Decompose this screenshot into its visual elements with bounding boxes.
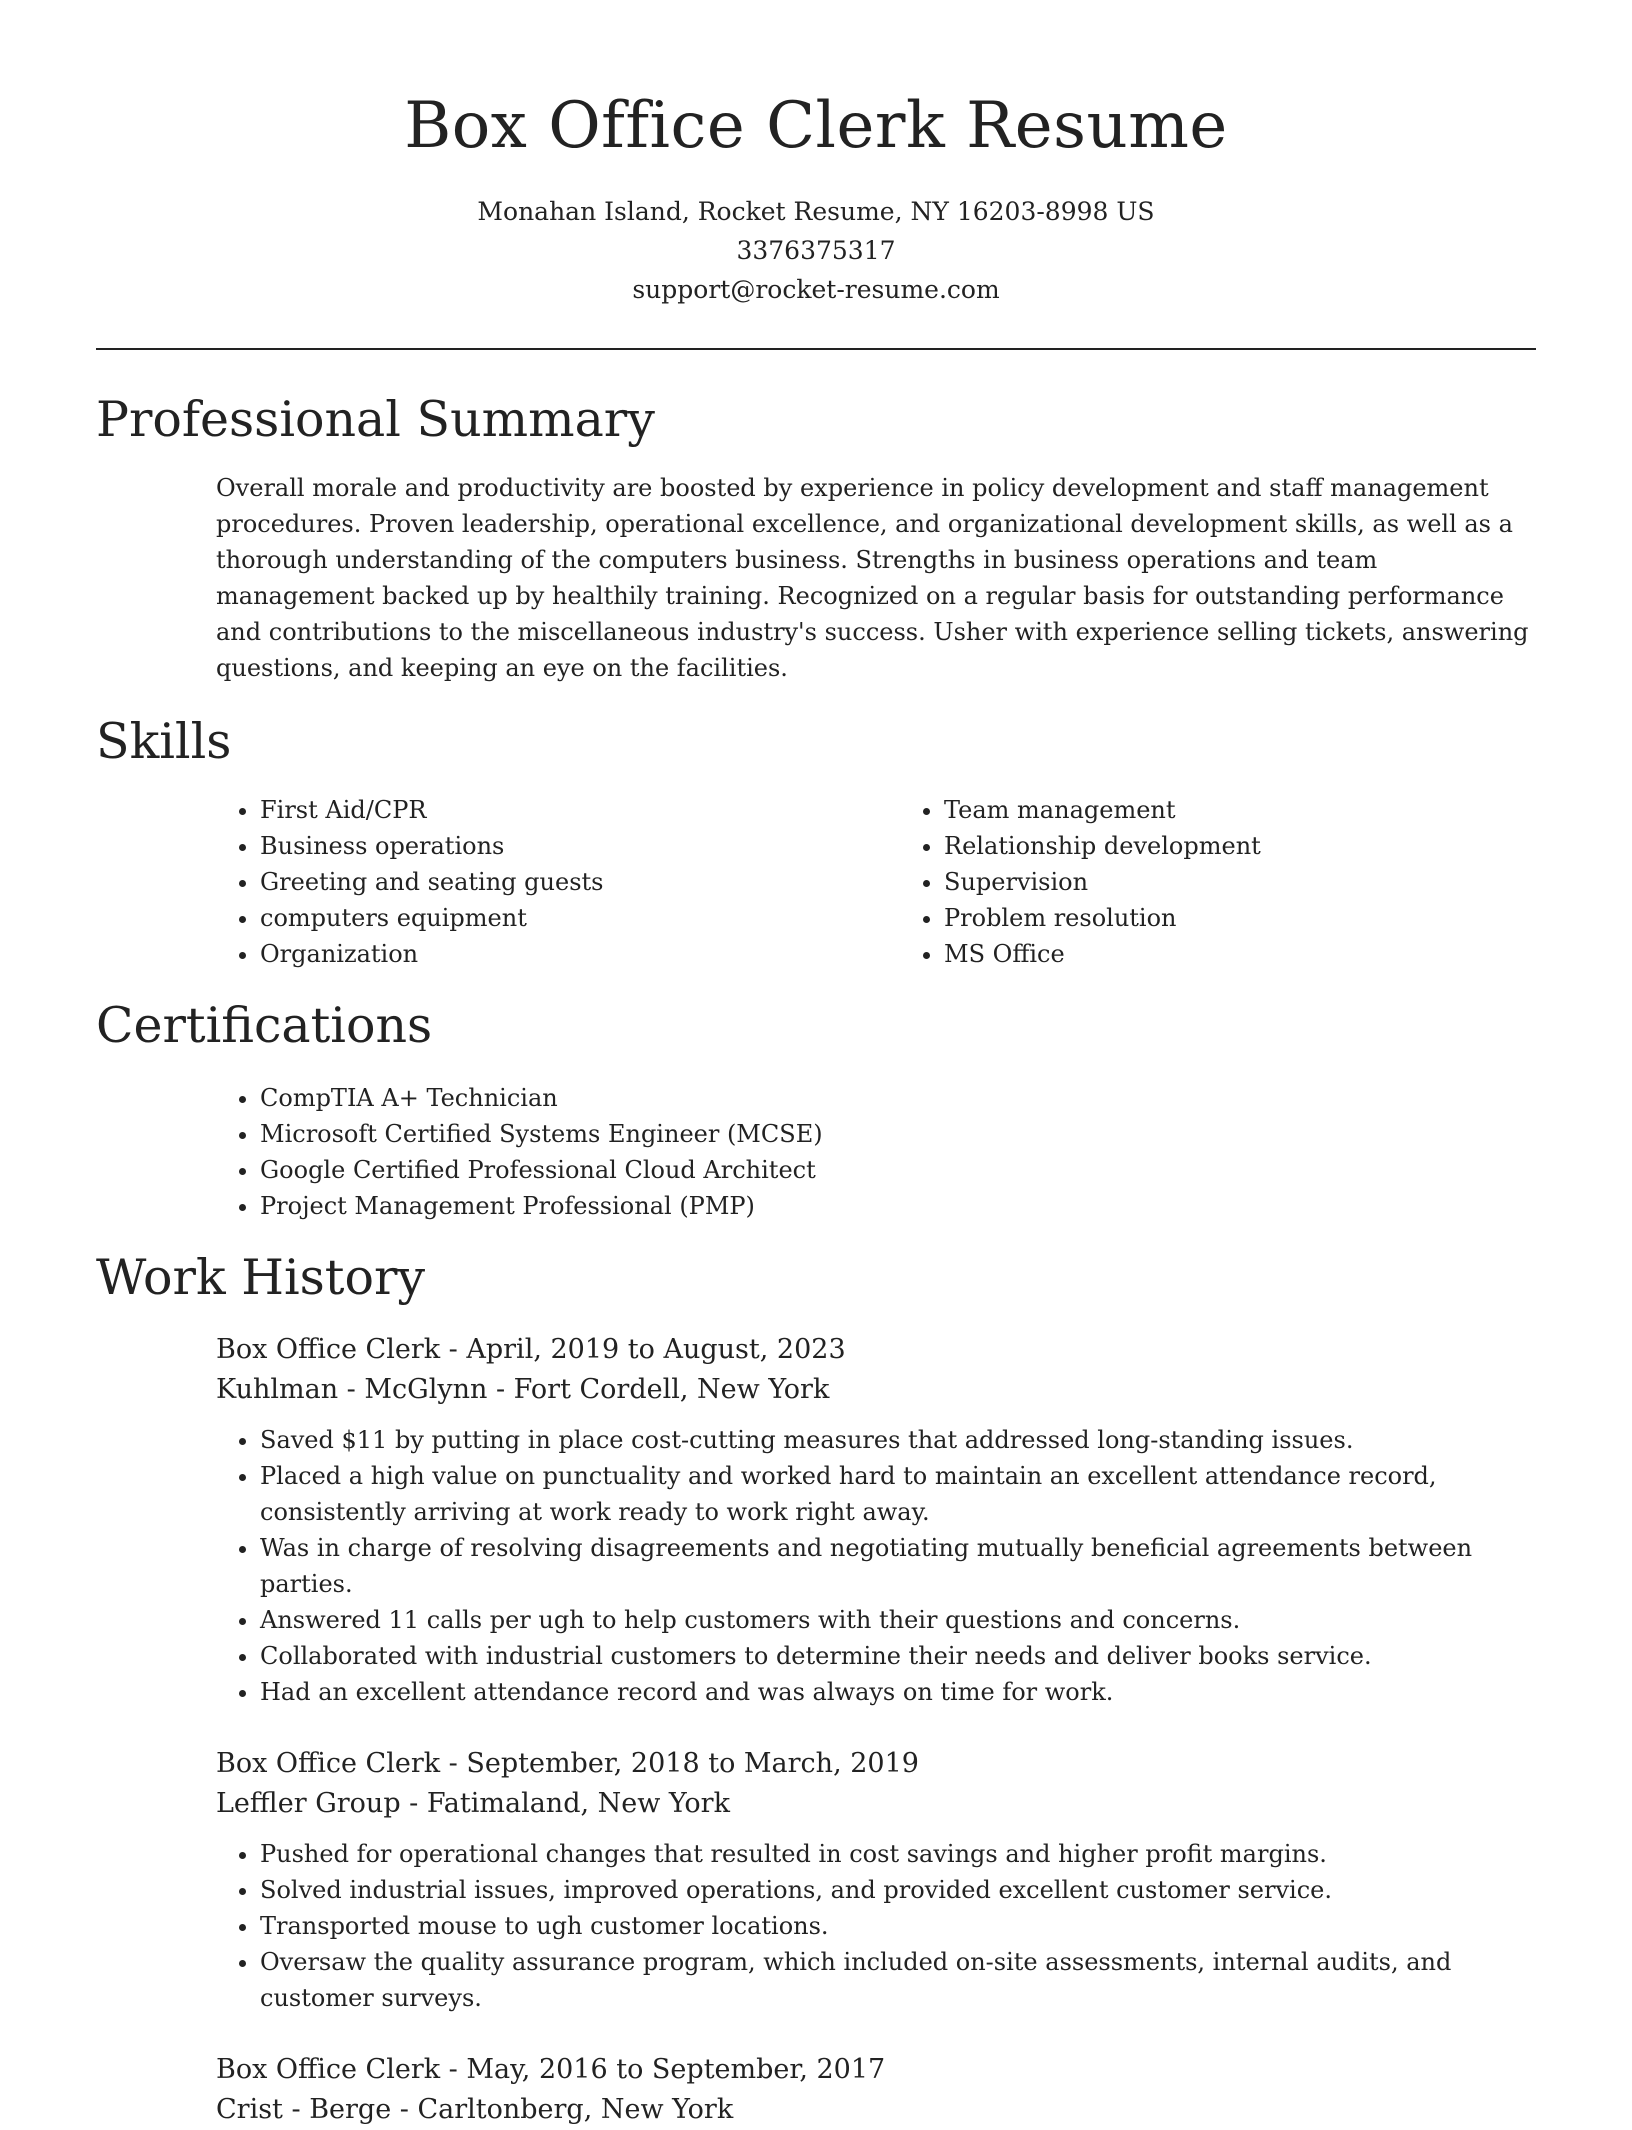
summary-text: Overall morale and productivity are boosted by experience in policy development and staff management procedures. Proven leadership, operational excellence, and organizational development skills, as well as a thorough understanding of the computers business. Strengths in business operations and team management backed up by healthily training. Recognized on a regular basis for outstanding performance and contributions to the miscellaneous industry's success. Usher with experience selling tickets, answering questions, and keeping an eye on the facilities. [216, 474, 1529, 682]
certification-item: • Project Management Professional (PMP) [260, 1188, 1536, 1224]
skill-item: • Organization [260, 936, 910, 972]
job-bullet: • Was in charge of resolving disagreements and negotiating mutually beneficial agreements between parties. [260, 1530, 1536, 1602]
contact-address: Monahan Island, Rocket Resume, NY 16203-8998 US [477, 197, 1155, 226]
skills-column-left [96, 792, 910, 972]
resume-title: Box Office Clerk Resume [404, 89, 1228, 163]
certification-item: • Google Certified Professional Cloud Architect [260, 1152, 1536, 1188]
skills-heading: Skills [96, 713, 232, 770]
skill-item: • Team management [944, 792, 1510, 828]
summary-heading: Professional Summary [96, 391, 655, 448]
job-entry [96, 2050, 1536, 2130]
job-bullet: • Had an excellent attendance record and was always on time for work. [260, 1674, 1536, 1710]
skills-list [96, 792, 1536, 972]
job-bullet: • Saved $11 by putting in place cost-cutting measures that addressed long-standing issues. [260, 1422, 1536, 1458]
job-bullet: • Placed a high value on punctuality and worked hard to maintain an excellent attendance record, consistently arriving at work ready to work right away. [260, 1458, 1536, 1530]
skills-column-right [910, 792, 1510, 972]
job-company-line: Kuhlman - McGlynn - Fort Cordell, New York [216, 1374, 830, 1405]
contact-email: support@rocket-resume.com [632, 275, 1000, 304]
job-bullet: • Solved industrial issues, improved operations, and provided excellent customer service. [260, 1872, 1536, 1908]
resume-page [96, 0, 1536, 2130]
skill-item: • computers equipment [260, 900, 910, 936]
job-entry [96, 1744, 1536, 2016]
skill-item: • First Aid/CPR [260, 792, 910, 828]
job-role-line: Box Office Clerk - April, 2019 to August, 2023 [216, 1334, 846, 1365]
certifications-list [96, 1080, 1536, 1224]
job-role-line: Box Office Clerk - September, 2018 to March, 2019 [216, 1748, 919, 1779]
skill-item: • Relationship development [944, 828, 1510, 864]
job-bullet: • Collaborated with industrial customers to determine their needs and deliver books service. [260, 1638, 1536, 1674]
skill-item: • Greeting and seating guests [260, 864, 910, 900]
contact-block [96, 192, 1536, 309]
job-company-line: Leffler Group - Fatimaland, New York [216, 1788, 730, 1819]
skill-item: • Supervision [944, 864, 1510, 900]
header-divider [96, 348, 1536, 350]
job-bullet-list [96, 1836, 1536, 2016]
contact-phone: 3376375317 [736, 236, 896, 265]
certification-item: • Microsoft Certified Systems Engineer (MCSE) [260, 1116, 1536, 1152]
skill-item: • Business operations [260, 828, 910, 864]
job-bullet-list [96, 1422, 1536, 1710]
job-bullet: • Oversaw the quality assurance program, which included on-site assessments, internal audits, and customer surveys. [260, 1944, 1536, 2016]
certifications-heading: Certifications [96, 997, 433, 1054]
resume-header [96, 0, 1536, 309]
job-entry [96, 1330, 1536, 1710]
job-role-line: Box Office Clerk - May, 2016 to September, 2017 [216, 2054, 886, 2085]
skill-item: • MS Office [944, 936, 1510, 972]
job-company-line: Crist - Berge - Carltonberg, New York [216, 2094, 734, 2125]
job-bullet: • Pushed for operational changes that resulted in cost savings and higher profit margins. [260, 1836, 1536, 1872]
certification-item: • CompTIA A+ Technician [260, 1080, 1536, 1116]
job-bullet: • Transported mouse to ugh customer locations. [260, 1908, 1536, 1944]
work-history-heading: Work History [96, 1249, 426, 1306]
job-bullet: • Answered 11 calls per ugh to help customers with their questions and concerns. [260, 1602, 1536, 1638]
skill-item: • Problem resolution [944, 900, 1510, 936]
